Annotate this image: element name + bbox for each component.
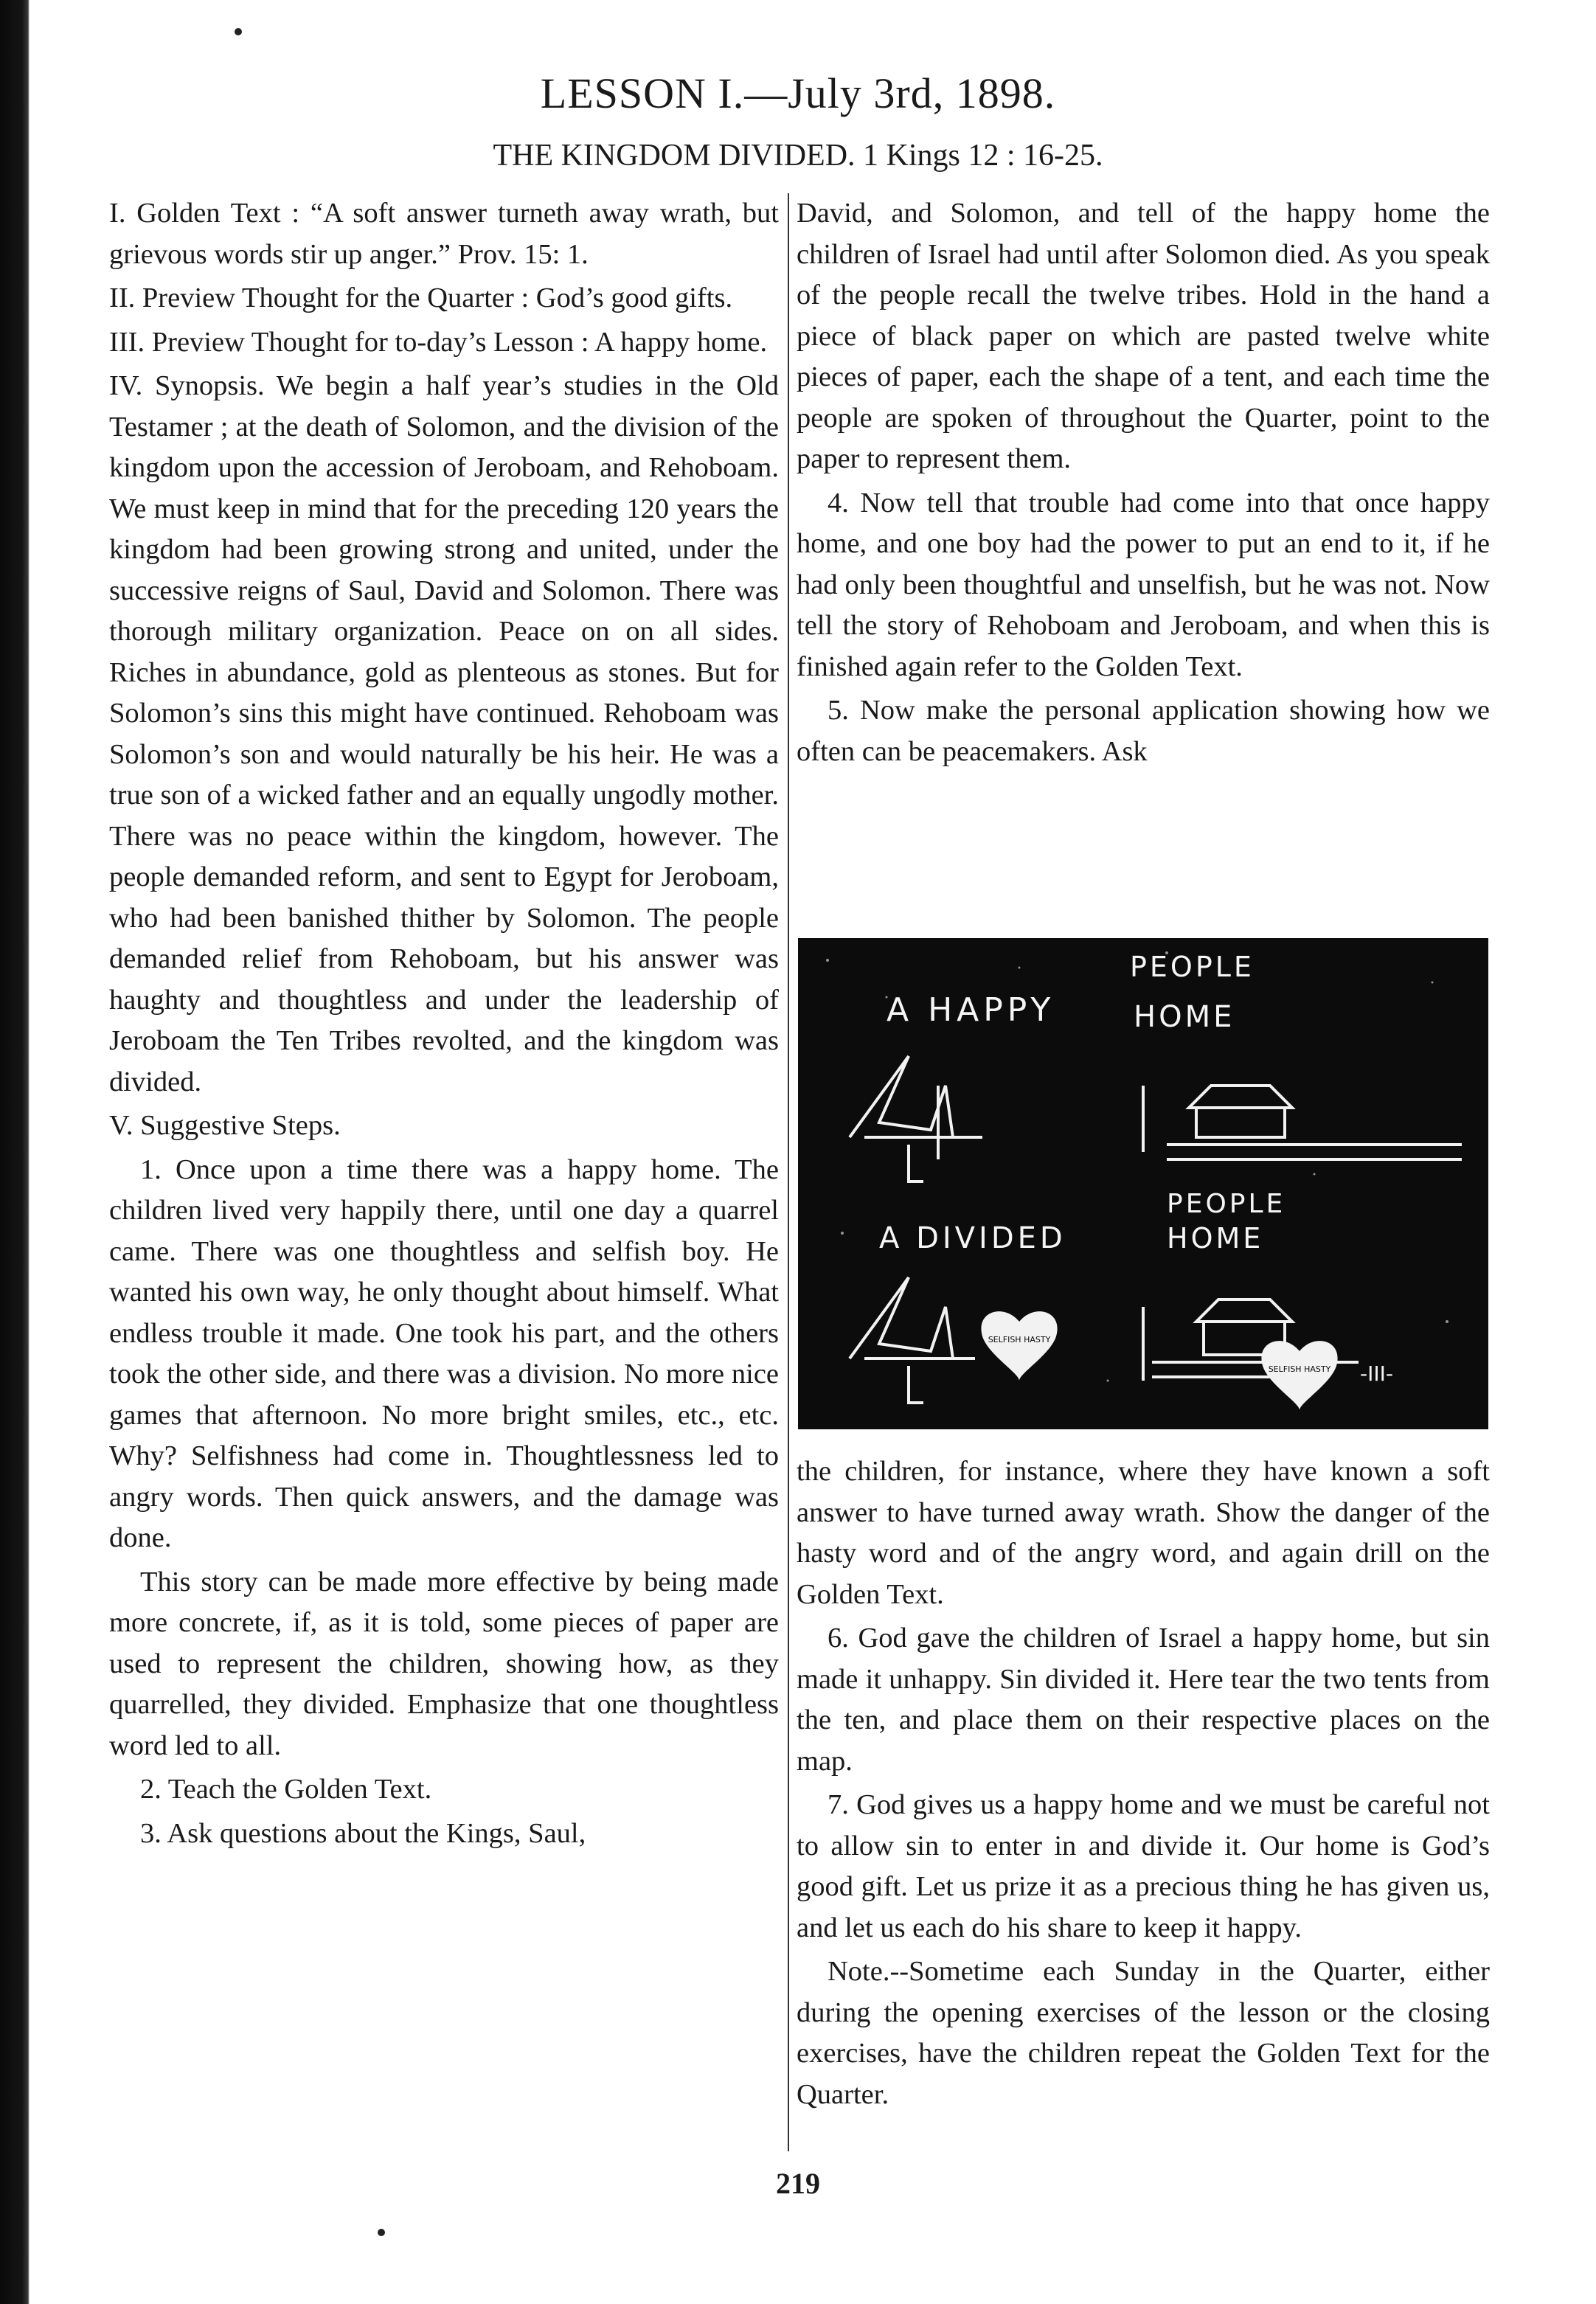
- lesson-title: LESSON I.—July 3rd, 1898.: [540, 69, 1056, 117]
- note-paragraph: Note.--Sometime each Sunday in the Quarter, either during the opening exercises of the lesson or the closing exercises, have the children repeat the Golden Text for the Quarter.: [797, 1956, 1490, 2110]
- column-divider: [788, 193, 789, 2151]
- synopsis-paragraph: IV. Synopsis. We begin a half year’s studies in the Old Testamer ; at the death of Solomon, and the division of the kingdom upon the accession of Jeroboam, and Rehoboam. We must keep in mind that for the preceding 120 years the kingdom had been growing strong and united, under the successive reigns of Saul, David and Solomon. There was thorough military organization. Peace on on all sides. Riches in abundance, gold as plenteous as stones. But for Solomon’s sins this might have continued. Rehoboam was Solomon’s son and would naturally be his heir. He was a true son of a wicked father and an equally ungodly mother. There was no peace within the kingdom, however. The people demanded reform, and sent to Egypt for Jeroboam, who had been banished thither by Solomon. The people demanded relief from Rehoboam, but his answer was haughty and thoughtless and under the leadership of Jeroboam the Ten Tribes revolted, and the kingdom was divided.: [109, 370, 779, 1097]
- right-column-top: [797, 193, 1490, 775]
- illus-people-top: PEOPLE: [1130, 951, 1255, 983]
- step-5-paragraph: 5. Now make the personal application showing how we often can be peacemakers. Ask: [797, 695, 1490, 767]
- step-3-continued-paragraph: David, and Solomon, and tell of the happy home the children of Israel had until after Solomon died. As you speak of the people recall the twelve tribes. Hold in the hand a piece of black paper on which are pasted twelve white pieces of paper, each the shape of a tent, and each time the people are spoken of throughout the Quarter, point to the paper to represent them.: [797, 198, 1490, 474]
- suggestive-steps-heading: V. Suggestive Steps.: [109, 1110, 341, 1141]
- step-1-paragraph: 1. Once upon a time there was a happy home. The children lived very happily there, until one day a quarrel came. There was one thoughtless and selfish boy. He wanted his own way, he only thought about himself. What endless trouble it made. One took his part, and the others took the other side, and there was a division. No more nice games that afternoon. No more bright smiles, etc., etc. Why? Selfishness had come in. Thoughtlessness led to angry words. Then quick answers, and the damage was done.: [109, 1153, 779, 1553]
- step-2-paragraph: 2. Teach the Golden Text.: [140, 1774, 432, 1805]
- book-spine-shadow: [0, 0, 30, 2304]
- right-column-bottom: [797, 1451, 1490, 2118]
- step-4-paragraph: 4. Now tell that trouble had come into that once happy home, and one boy had the power to put an end to it, if he had only been thoughtful and unselfish, but he was not. Now tell the story of Rehoboam and Jeroboam, and when this is finished again refer to the Golden Text.: [797, 487, 1490, 682]
- illus-home-bottom: HOME: [1167, 1222, 1264, 1255]
- print-speck: [235, 28, 242, 35]
- illus-divided-label: A DIVIDED: [879, 1221, 1066, 1255]
- illus-happy-label: A HAPPY: [887, 991, 1055, 1029]
- preview-today-paragraph: III. Preview Thought for to-day’s Lesson : A happy home.: [109, 326, 768, 358]
- step-3-paragraph: 3. Ask questions about the Kings, Saul,: [140, 1817, 586, 1849]
- svg-text:SELFISH HASTY: SELFISH HASTY: [988, 1335, 1051, 1344]
- illus-people-bottom: PEOPLE: [1167, 1189, 1286, 1219]
- print-speck: [378, 2229, 385, 2236]
- illus-home-top: HOME: [1134, 1000, 1235, 1034]
- illus-tally: -III-: [1360, 1361, 1393, 1386]
- golden-text-paragraph: I. Golden Text : “A soft answer turneth away wrath, but grievous words stir up anger.” Prov. 15: 1.: [109, 198, 779, 270]
- blackboard-illustration: [798, 938, 1488, 1429]
- step-7-paragraph: 7. God gives us a happy home and we must be careful not to allow sin to enter in and divide it. Our home is God’s good gift. Let us prize it as a precious thing he has given us, and let us each do his share to keep it happy.: [797, 1789, 1490, 1943]
- left-column: [109, 193, 779, 1857]
- story-note-paragraph: This story can be made more effective by being made more concrete, if, as it is told, some pieces of paper are used to represent the children, showing how, as they quarrelled, they divided. Emphasize that one thoughtless word led to all.: [109, 1566, 779, 1761]
- page-number: 219: [776, 2167, 820, 2200]
- preview-quarter-paragraph: II. Preview Thought for the Quarter : God’s good gifts.: [109, 282, 733, 313]
- lesson-subtitle: THE KINGDOM DIVIDED. 1 Kings 12 : 16-25.: [493, 139, 1103, 173]
- step-6-paragraph: 6. God gave the children of Israel a happy home, but sin made it unhappy. Sin divided it. Here tear the two tents from the ten, and place them on their respective places on the map.: [797, 1623, 1490, 1777]
- step-5-continued-paragraph: the children, for instance, where they have known a soft answer to have turned away wrath. Show the danger of the hasty word and of the angry word, and again drill on the Golden Text.: [797, 1456, 1490, 1610]
- svg-text:SELFISH HASTY: SELFISH HASTY: [1268, 1364, 1331, 1374]
